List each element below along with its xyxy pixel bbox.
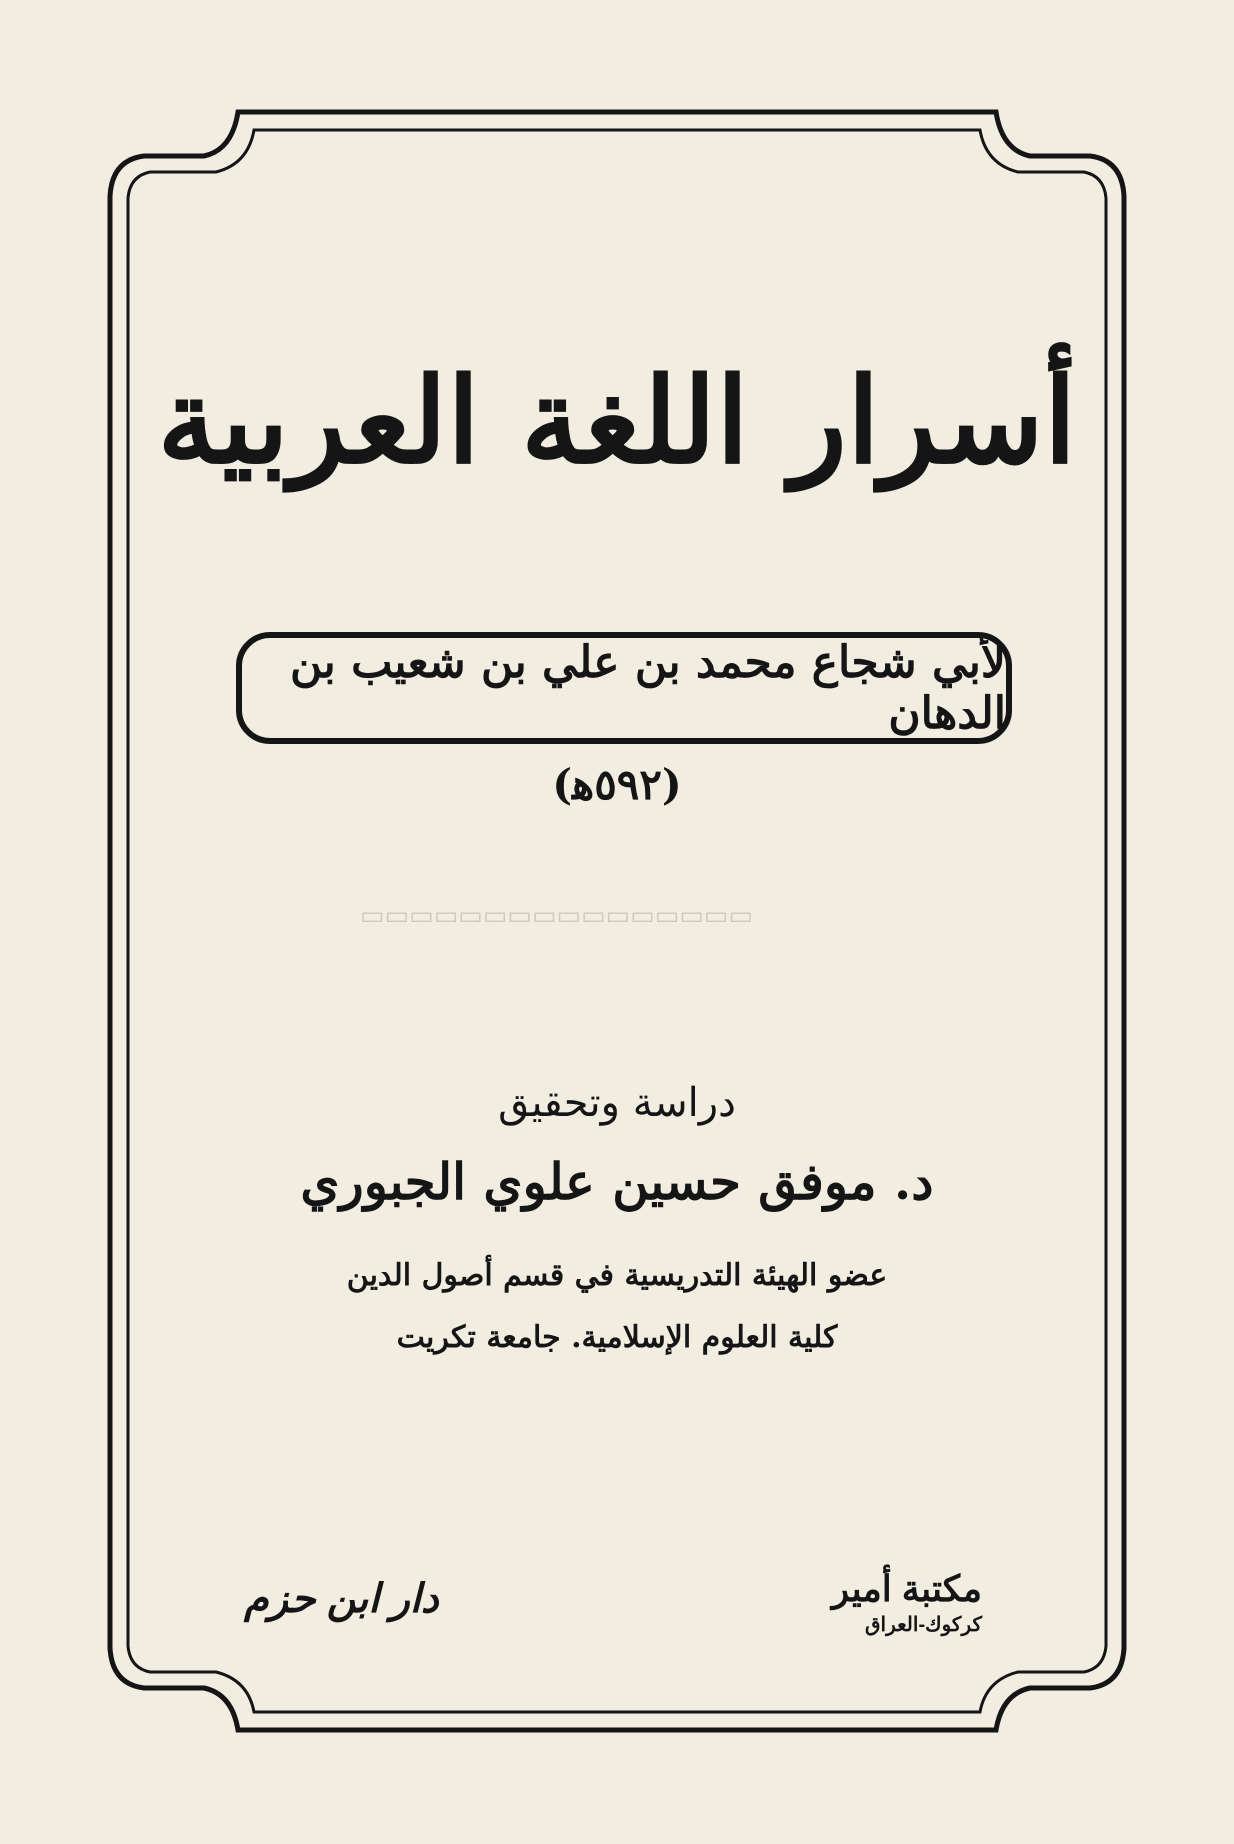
publisher-right-city: كركوك-العراق: [865, 1614, 982, 1636]
publisher-left-logo: دار ابن حزم: [244, 1577, 439, 1621]
study-label: دراسة وتحقيق: [498, 1080, 736, 1126]
editor-role: عضو الهيئة التدريسية في قسم أصول الدين: [346, 1258, 888, 1293]
author-cartouche: [236, 632, 1012, 744]
editor-name: د. موفق حسين علوي الجبوري: [300, 1152, 934, 1211]
show-through-text: ▭▭▭▭▭▭▭▭▭▭▭▭▭▭▭▭: [360, 900, 754, 930]
editor-college: كلية العلوم الإسلامية. جامعة تكريت: [396, 1320, 838, 1355]
author-name: لأبي شجاع محمد بن علي بن شعيب بن الدهان: [290, 637, 1006, 739]
book-title: أسرار اللغة العربية: [157, 351, 1077, 490]
publisher-right: [832, 1568, 982, 1637]
publisher-right-name: مكتبة أمير: [831, 1568, 982, 1609]
death-year: (٥٩٢ﻫ): [552, 760, 682, 809]
